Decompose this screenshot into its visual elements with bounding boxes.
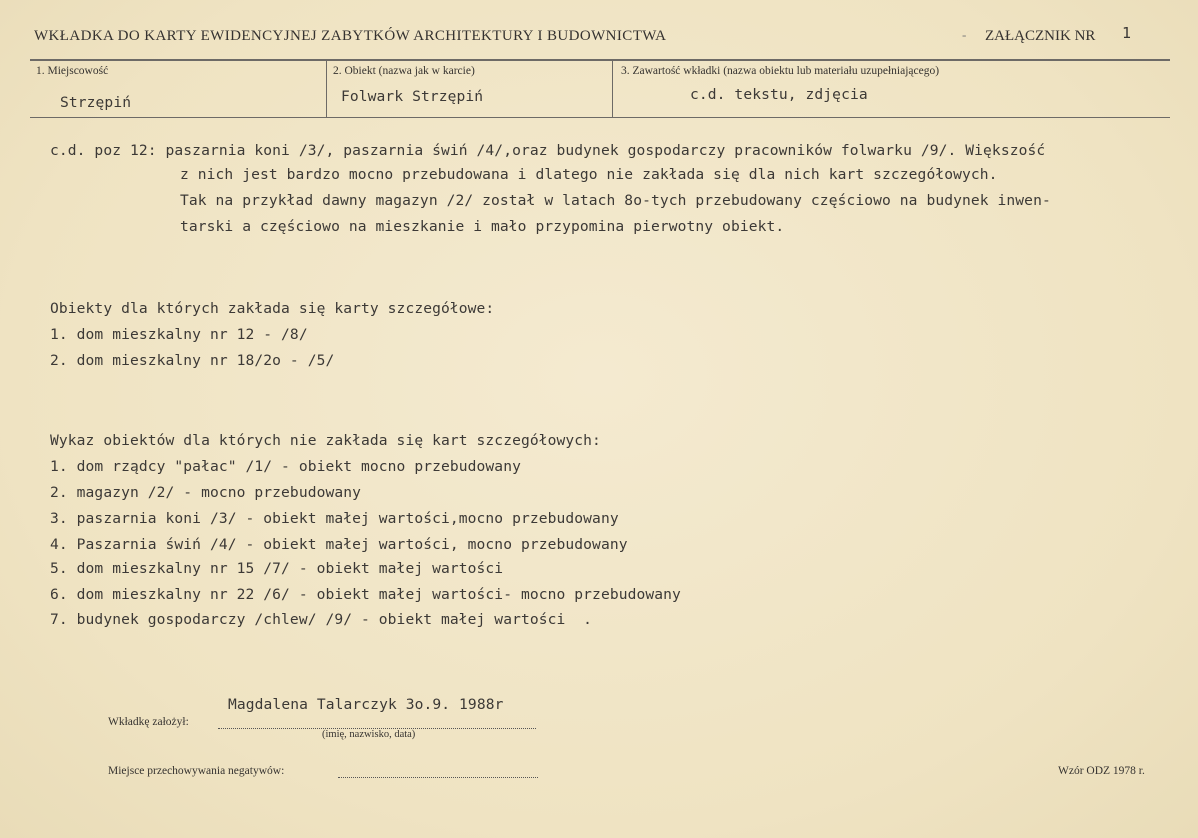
form-code: Wzór ODZ 1978 r.: [1058, 765, 1145, 777]
fields-bottom-rule: [30, 117, 1170, 118]
object-label: 2. Obiekt (nazwa jak w karcie): [333, 65, 475, 77]
creator-label: Wkładkę założył:: [108, 716, 189, 728]
paragraph-line: Tak na przykład dawny magazyn /2/ został w latach 8o-tych przebudowany częściowo na budynek inwen-: [180, 192, 1051, 209]
nocards-item: 4. Paszarnia świń /4/ - obiekt małej wartości, mocno przebudowany: [50, 536, 628, 553]
annex-number: 1: [1122, 24, 1132, 42]
place-value: Strzępiń: [60, 94, 132, 111]
nocards-item: 1. dom rządcy "pałac" /1/ - obiekt mocno przebudowany: [50, 458, 521, 475]
annex-label: ZAŁĄCZNIK NR: [985, 28, 1096, 44]
nocards-item: 5. dom mieszkalny nr 15 /7/ - obiekt małej wartości: [50, 560, 504, 577]
cards-item: 2. dom mieszkalny nr 18/2o - /5/: [50, 352, 335, 369]
nocards-item: 3. paszarnia koni /3/ - obiekt małej wartości,mocno przebudowany: [50, 510, 619, 527]
nocards-item: 2. magazyn /2/ - mocno przebudowany: [50, 484, 362, 501]
negatives-line: [338, 777, 538, 778]
paragraph-line: tarski a częściowo na mieszkanie i mało przypomina pierwotny obiekt.: [180, 218, 785, 235]
negatives-label: Miejsce przechowywania negatywów:: [108, 765, 285, 777]
object-value: Folwark Strzępiń: [341, 88, 484, 105]
header-rule: [30, 59, 1170, 61]
paragraph-line: c.d. poz 12: paszarnia koni /3/, paszarnia świń /4/,oraz budynek gospodarczy pracowników folwarku /9/. Większość: [50, 142, 1046, 159]
stray-mark: -: [962, 27, 967, 42]
field-divider-2: [612, 60, 613, 117]
cards-item: 1. dom mieszkalny nr 12 - /8/: [50, 326, 308, 343]
place-label: 1. Miejscowość: [36, 65, 109, 77]
creator-value: Magdalena Talarczyk 3o.9. 1988r: [228, 696, 504, 713]
content-label: 3. Zawartość wkładki (nazwa obiektu lub materiału uzupełniającego): [621, 65, 940, 77]
creator-hint: (imię, nazwisko, data): [322, 729, 416, 740]
form-title: WKŁADKA DO KARTY EWIDENCYJNEJ ZABYTKÓW ARCHITEKTURY I BUDOWNICTWA: [34, 28, 667, 44]
nocards-item: 6. dom mieszkalny nr 22 /6/ - obiekt małej wartości- mocno przebudowany: [50, 586, 681, 603]
field-divider-1: [326, 60, 327, 117]
nocards-heading: Wykaz obiektów dla których nie zakłada się kart szczegółowych:: [50, 432, 601, 449]
nocards-item: 7. budynek gospodarczy /chlew/ /9/ - obiekt małej wartości .: [50, 611, 593, 628]
paragraph-line: z nich jest bardzo mocno przebudowana i dlatego nie zakłada się dla nich kart szczegółowych.: [180, 166, 998, 183]
content-value: c.d. tekstu, zdjęcia: [690, 86, 868, 103]
cards-heading: Obiekty dla których zakłada się karty szczegółowe:: [50, 300, 495, 317]
